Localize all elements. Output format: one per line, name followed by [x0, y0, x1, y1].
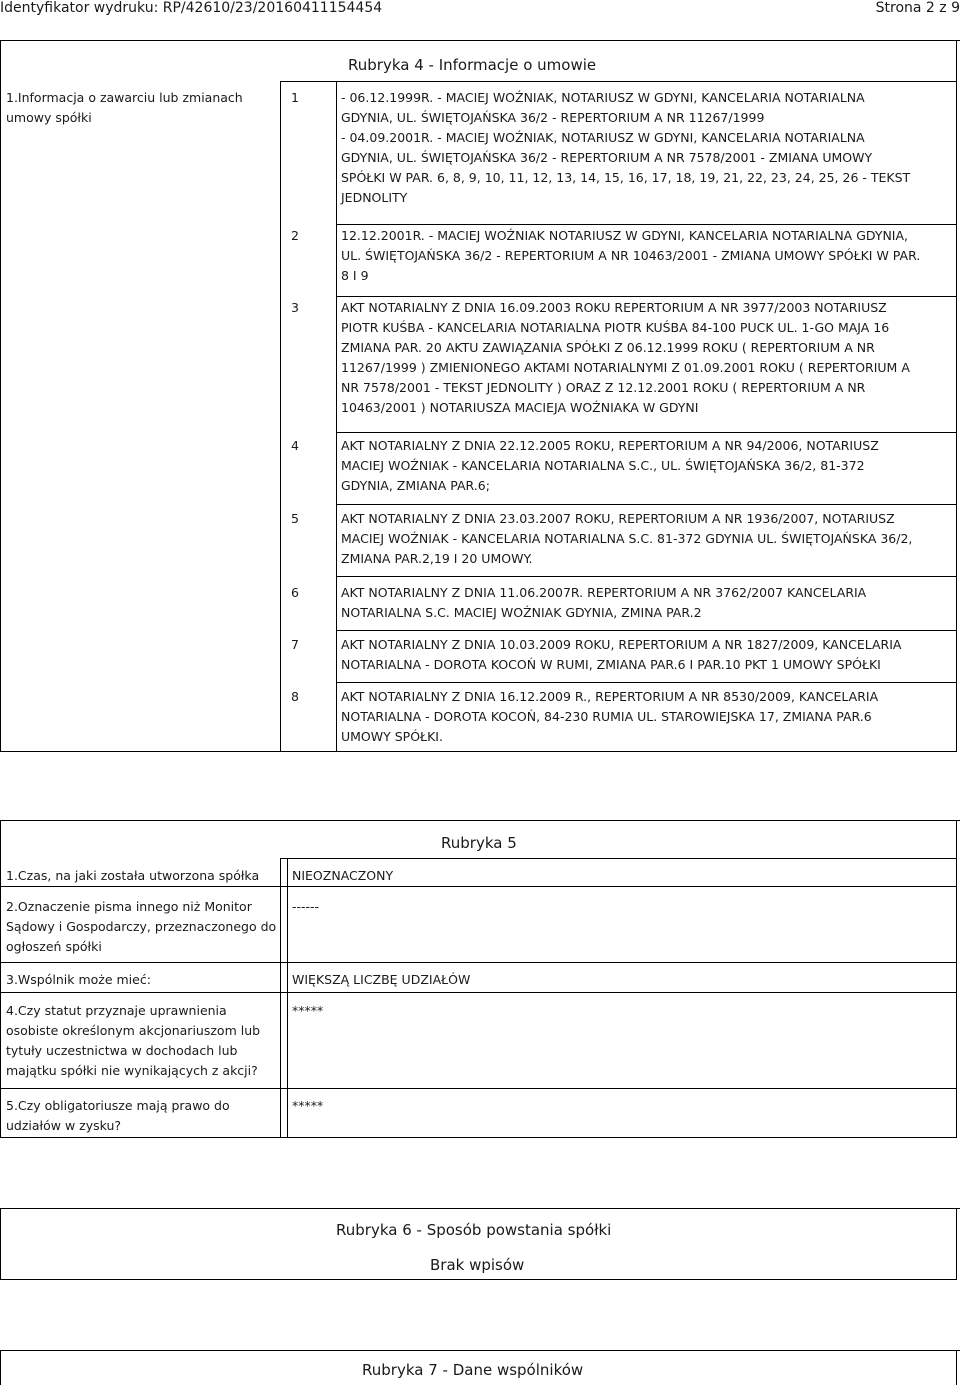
field-value: ------ — [292, 899, 320, 914]
print-identifier: Identyfikator wydruku: RP/42610/23/20160411154454 — [0, 0, 383, 16]
no-entries-text: Brak wpisów — [430, 1256, 525, 1274]
entry-number: 7 — [291, 637, 299, 652]
entry-number: 8 — [291, 689, 299, 704]
field-value: NIEOZNACZONY — [292, 868, 394, 883]
entry-number: 2 — [291, 228, 299, 243]
field-value: WIĘKSZĄ LICZBĘ UDZIAŁÓW — [292, 972, 471, 987]
entry-text: AKT NOTARIALNY Z DNIA 22.12.2005 ROKU, REPERTORIUM A NR 94/2006, NOTARIUSZ MACIEJ WOŹNIAK - KANCELARIA NOTARIALNA S.C., UL. ŚWIĘTOJAŃSKA 36/2, 81-372 GDYNIA, ZMIANA PAR.6; — [341, 438, 879, 493]
field-label: 3.Wspólnik może mieć: — [6, 972, 151, 987]
rubryka-5-title: Rubryka 5 — [441, 834, 517, 852]
entry-text: - 06.12.1999R. - MACIEJ WOŹNIAK, NOTARIUSZ W GDYNI, KANCELARIA NOTARIALNA GDYNIA, UL. ŚWIĘTOJAŃSKA 36/2 - REPERTORIUM A NR 11267/1999 - 04.09.2001R. - MACIEJ WOŹNIAK, NOTARIUSZ W GDYNI, KANCELARIA NOTARIALNA GDYNIA, UL. ŚWIĘTOJAŃSKA 36/2 - REPERTORIUM A NR 7578/2001 - ZMIANA UMOWY SPÓŁKI W PAR. 6, 8, 9, 10, 11, 12, 13, 14, 15, 16, 17, 18, 19, 21, 22, 23, 24, 25, 26 - TEKST JEDNOLITY — [341, 90, 911, 205]
field-value: ***** — [292, 1098, 324, 1113]
entry-number: 4 — [291, 438, 299, 453]
entry-number: 5 — [291, 511, 299, 526]
entry-text: 12.12.2001R. - MACIEJ WOŹNIAK NOTARIUSZ W GDYNI, KANCELARIA NOTARIALNA GDYNIA, UL. ŚWIĘTOJAŃSKA 36/2 - REPERTORIUM A NR 10463/2001 - ZMIANA UMOWY SPÓŁKI W PAR. 8 I 9 — [341, 228, 921, 283]
entry-number: 6 — [291, 585, 299, 600]
field-value: ***** — [292, 1003, 324, 1018]
entry-text: AKT NOTARIALNY Z DNIA 16.12.2009 R., REPERTORIUM A NR 8530/2009, KANCELARIA NOTARIALNA - DOROTA KOCOŃ, 84-230 RUMIA UL. STAROWIEJSKA 17, ZMIANA PAR.6 UMOWY SPÓŁKI. — [341, 689, 879, 744]
field-label: 4.Czy statut przyznaje uprawnienia osobiste określonym akcjonariuszom lub tytuły uczestnictwa w dochodach lub majątku spółki nie wynikających z akcji? — [6, 1003, 261, 1078]
entry-number: 3 — [291, 300, 299, 315]
rubryka-7-title: Rubryka 7 - Dane wspólników — [362, 1361, 584, 1379]
entry-text: AKT NOTARIALNY Z DNIA 16.09.2003 ROKU REPERTORIUM A NR 3977/2003 NOTARIUSZ PIOTR KUŚBA - KANCELARIA NOTARIALNA PIOTR KUŚBA 84-100 PUCK UL. 1-GO MAJA 16 ZMIANA PAR. 20 AKTU ZAWIĄZANIA SPÓŁKI Z 06.12.1999 ROKU ( REPERTORIUM A NR 11267/1999 ) ZMIENIONEGO AKTAMI NOTARIALNYMI Z 01.09.2001 ROKU ( REPERTORIUM A NR 7578/2001 - TEKST JEDNOLITY ) ORAZ Z 12.12.2001 ROKU ( REPERTORIUM A NR 10463/2001 ) NOTARIUSZA MACIEJA WOŹNIAKA W GDYNI — [341, 300, 910, 415]
rubryka-6-title: Rubryka 6 - Sposób powstania spółki — [336, 1221, 612, 1239]
entry-number: 1 — [291, 90, 299, 105]
agreement-info-label: 1.Informacja o zawarciu lub zmianach umowy spółki — [6, 90, 243, 125]
entry-text: AKT NOTARIALNY Z DNIA 23.03.2007 ROKU, REPERTORIUM A NR 1936/2007, NOTARIUSZ MACIEJ WOŹNIAK - KANCELARIA NOTARIALNA S.C. 81-372 GDYNIA UL. ŚWIĘTOJAŃSKA 36/2, ZMIANA PAR.2,19 I 20 UMOWY. — [341, 511, 913, 566]
entry-text: AKT NOTARIALNY Z DNIA 11.06.2007R. REPERTORIUM A NR 3762/2007 KANCELARIA NOTARIALNA S.C. MACIEJ WOŹNIAK GDYNIA, ZMINA PAR.2 — [341, 585, 867, 620]
entry-text: AKT NOTARIALNY Z DNIA 10.03.2009 ROKU, REPERTORIUM A NR 1827/2009, KANCELARIA NOTARIALNA - DOROTA KOCOŃ W RUMI, ZMIANA PAR.6 I PAR.10 PKT 1 UMOWY SPÓŁKI — [341, 637, 902, 672]
page-number: Strona 2 z 9 — [875, 0, 960, 16]
field-label: 5.Czy obligatoriusze mają prawo do udziałów w zysku? — [6, 1098, 230, 1133]
field-label: 1.Czas, na jaki została utworzona spółka — [6, 868, 260, 883]
rubryka-4-title: Rubryka 4 - Informacje o umowie — [348, 56, 597, 74]
field-label: 2.Oznaczenie pisma innego niż Monitor Sądowy i Gospodarczy, przeznaczonego do ogłoszeń spółki — [6, 899, 277, 954]
